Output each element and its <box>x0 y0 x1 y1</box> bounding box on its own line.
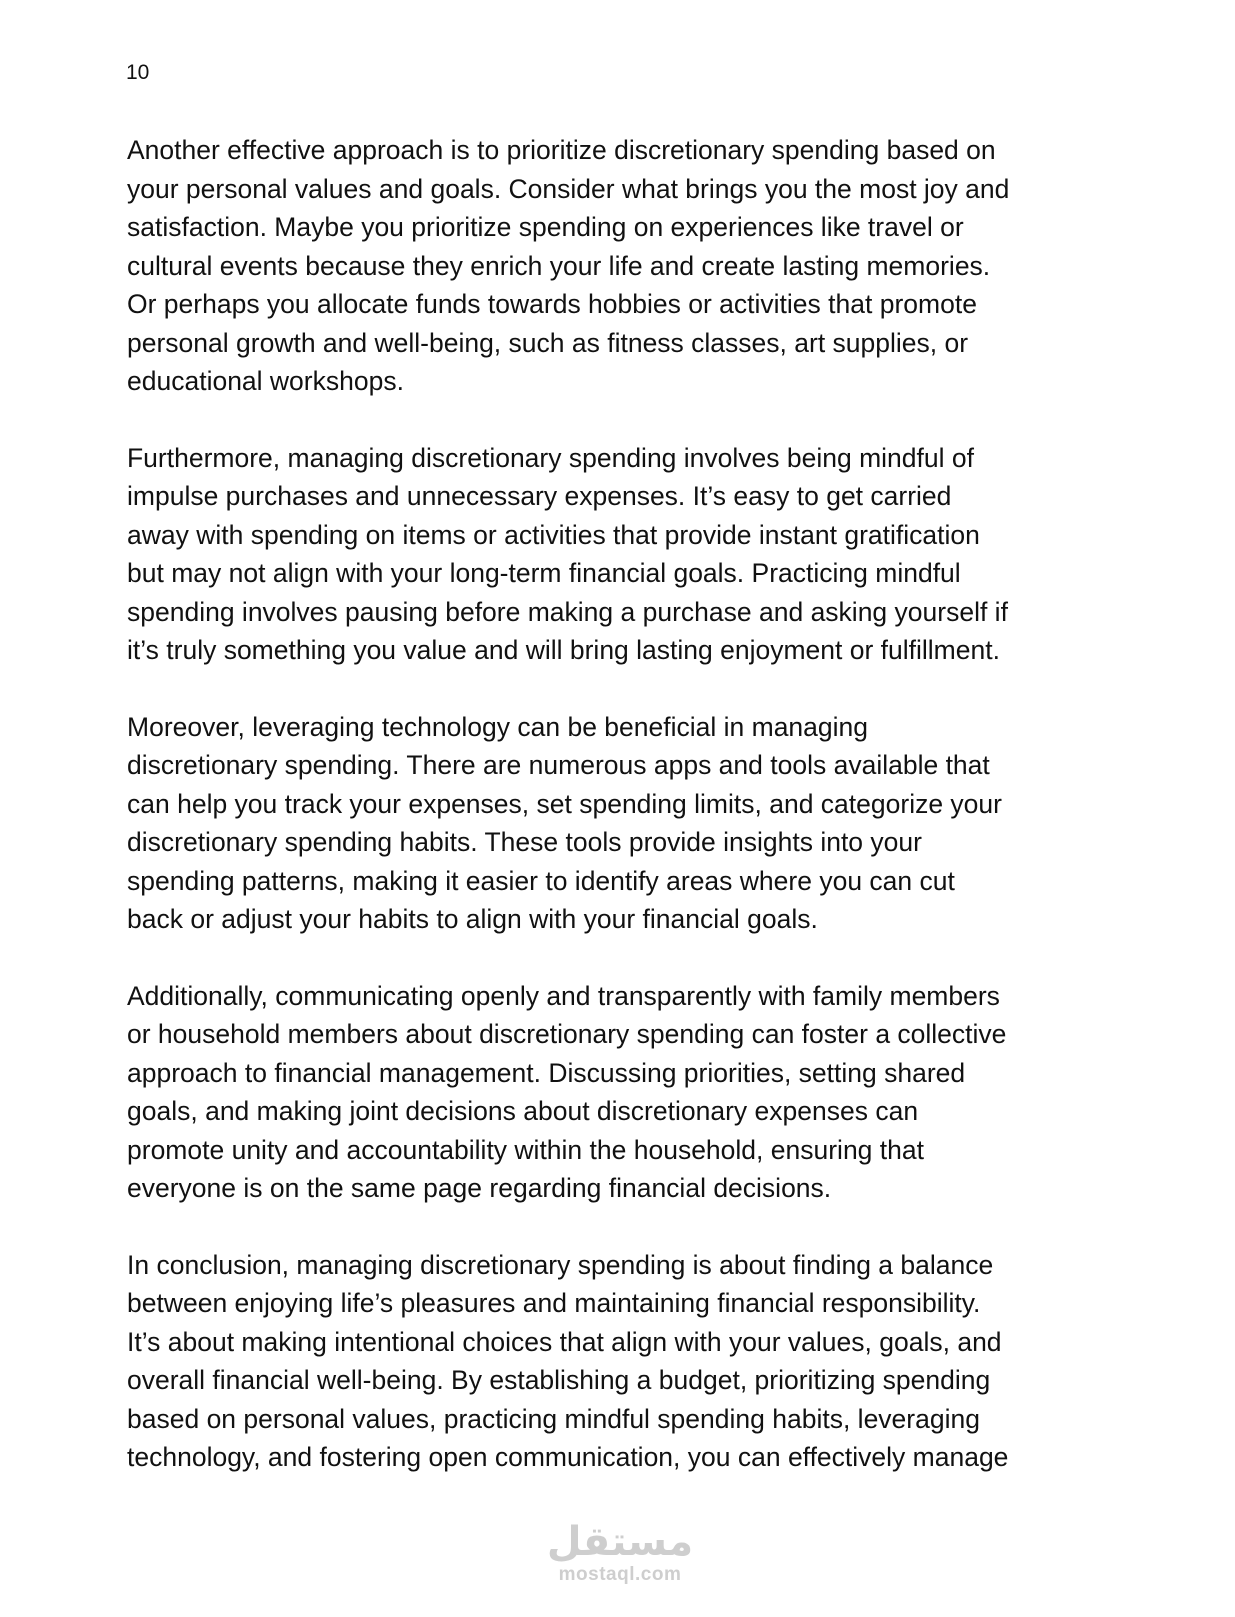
text-line: between enjoying life’s pleasures and maintaining financial responsibility. <box>127 1288 981 1318</box>
text-line: spending involves pausing before making a purchase and asking yourself if <box>127 596 1008 627</box>
text-line: In conclusion, managing discretionary spending is about finding a balance <box>127 1249 994 1280</box>
body-text <box>127 131 1117 1515</box>
text-line: technology, and fostering open communication, you can effectively manage <box>127 1442 1009 1472</box>
paragraph <box>127 439 1117 670</box>
text-line: educational workshops. <box>127 366 404 396</box>
text-line: impulse purchases and unnecessary expenses. It’s easy to get carried <box>127 481 952 511</box>
text-line: spending patterns, making it easier to identify areas where you can cut <box>127 865 955 896</box>
text-line: satisfaction. Maybe you prioritize spending on experiences like travel or <box>127 212 964 242</box>
text-line: overall financial well-being. By establishing a budget, prioritizing spending <box>127 1365 991 1395</box>
text-line: approach to financial management. Discussing priorities, setting shared <box>127 1057 966 1088</box>
text-line: promote unity and accountability within the household, ensuring that <box>127 1134 924 1165</box>
text-line: everyone is on the same page regarding financial decisions. <box>127 1173 832 1203</box>
text-line: It’s about making intentional choices that align with your values, goals, and <box>127 1326 1002 1357</box>
text-line: or household members about discretionary spending can foster a collective <box>127 1019 1007 1049</box>
text-line: back or adjust your habits to align with your financial goals. <box>127 904 818 934</box>
text-line: Additionally, communicating openly and transparently with family members <box>127 980 1000 1011</box>
text-line: personal growth and well-being, such as fitness classes, art supplies, or <box>127 327 969 358</box>
text-line: Furthermore, managing discretionary spending involves being mindful of <box>127 442 974 473</box>
page-number: 10 <box>126 61 150 84</box>
watermark-url: mostaql.com <box>558 1564 682 1585</box>
mostaql-watermark <box>530 1520 710 1586</box>
text-line: discretionary spending. There are numerous apps and tools available that <box>127 750 990 780</box>
text-line: based on personal values, practicing mindful spending habits, leveraging <box>127 1403 980 1434</box>
text-line: cultural events because they enrich your life and create lasting memories. <box>127 250 991 281</box>
text-line: Another effective approach is to prioritize discretionary spending based on <box>127 135 996 165</box>
text-line: it’s truly something you value and will bring lasting enjoyment or fulfillment. <box>127 635 1000 665</box>
text-line: Or perhaps you allocate funds towards hobbies or activities that promote <box>127 289 977 319</box>
text-line: your personal values and goals. Consider what brings you the most joy and <box>127 173 1010 204</box>
paragraph <box>127 708 1117 939</box>
watermark-logo: مستقل <box>546 1519 694 1565</box>
paragraph <box>127 977 1117 1208</box>
text-line: goals, and making joint decisions about discretionary expenses can <box>127 1096 919 1126</box>
text-line: Moreover, leveraging technology can be beneficial in managing <box>127 711 869 742</box>
text-line: but may not align with your long-term financial goals. Practicing mindful <box>127 558 961 588</box>
paragraph <box>127 131 1117 401</box>
text-line: discretionary spending habits. These tools provide insights into your <box>127 827 922 857</box>
text-line: away with spending on items or activities that provide instant gratification <box>127 519 980 550</box>
paragraph <box>127 1246 1117 1477</box>
text-line: can help you track your expenses, set spending limits, and categorize your <box>127 788 1002 819</box>
